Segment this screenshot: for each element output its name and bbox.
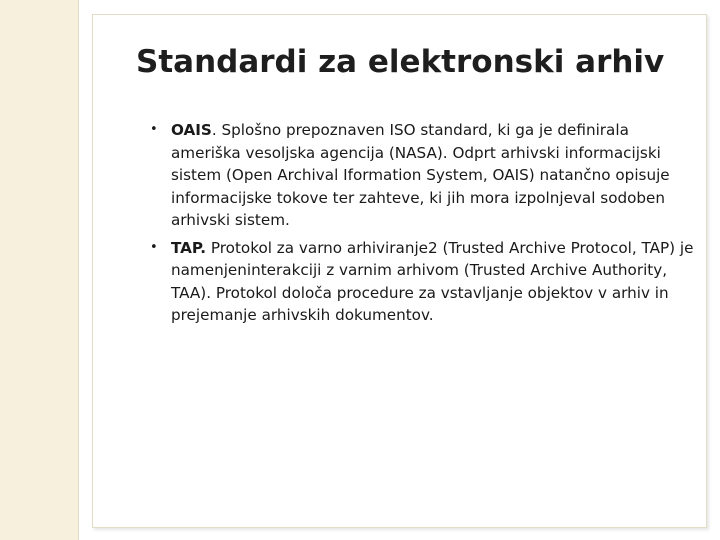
bullet-item-oais — [150, 119, 695, 232]
bullet-marker: • — [150, 239, 158, 255]
bullet-term: TAP. — [171, 238, 207, 257]
slide-title: Standardi za elektronski arhiv — [136, 44, 665, 80]
bullet-term: OAIS — [171, 121, 212, 139]
bullet-marker: • — [150, 122, 158, 137]
bullet-list — [150, 119, 695, 332]
decorative-side-band — [0, 0, 79, 540]
bullet-text: . Splošno prepoznaven ISO standard, ki ga je definirala ameriška vesoljska agencija (NASA). Odprt arhivski informacijski sistem (Open Archival Iformation System, OAIS) natančno opisuje informacijske tokove ter zahteve, ki jih mora izpolnjeval sodoben arhivski sistem. — [171, 121, 670, 229]
bullet-item-tap — [150, 237, 695, 327]
bullet-text: Protokol za varno arhiviranje2 (Trusted Archive Protocol, TAP) je namenjeninterakciji z varnim arhivom (Trusted Archive Authority, TAA). Protokol določa procedure za vstavljanje objektov v arhiv in prejemanje arhivskih dokumentov. — [171, 238, 694, 324]
